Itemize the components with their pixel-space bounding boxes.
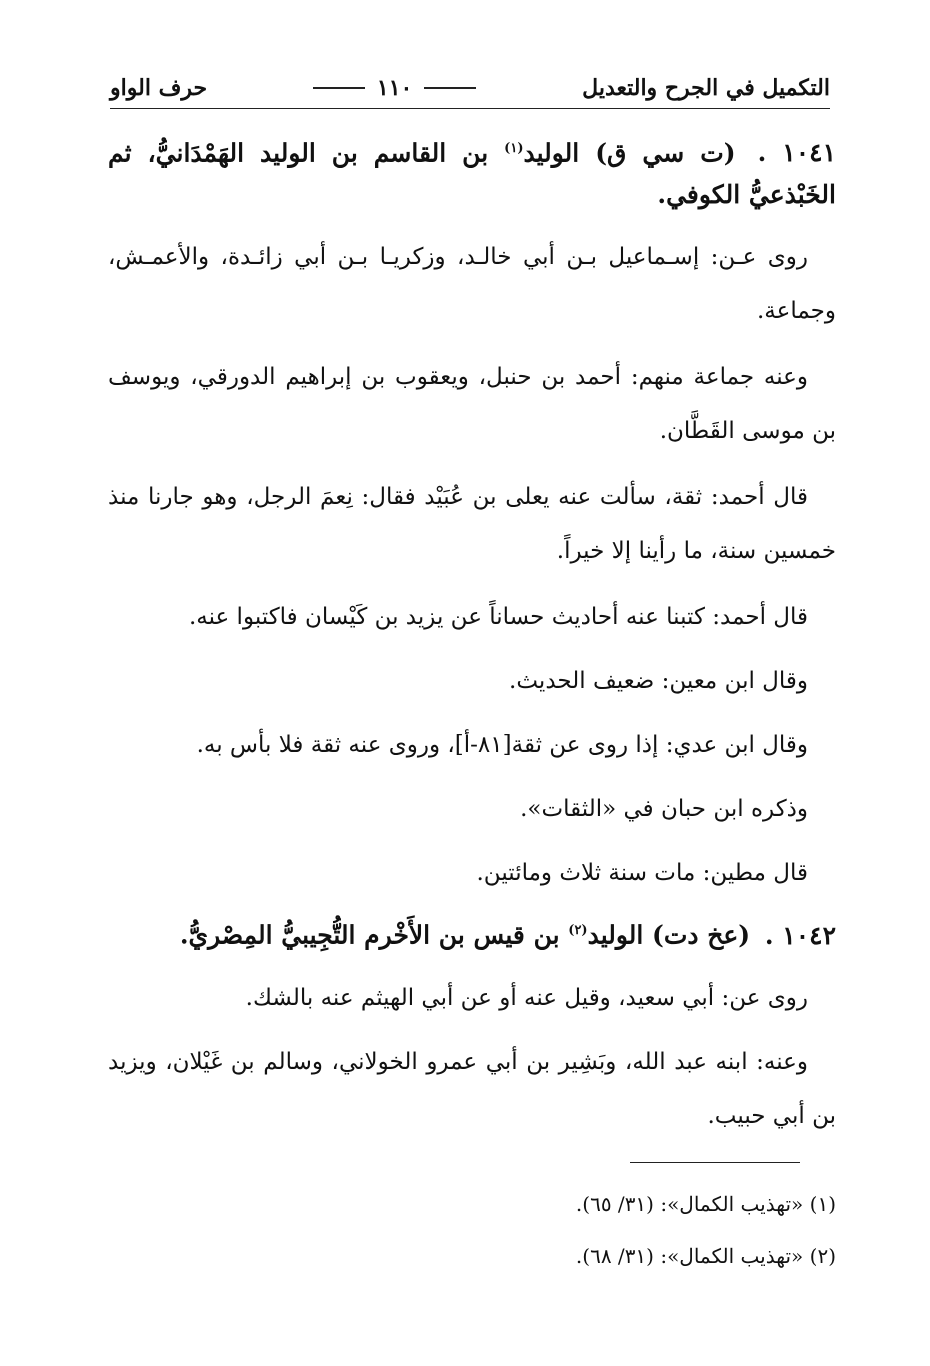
entry-heading: [108, 910, 836, 956]
footnote-item: (٢) «تهذيب الكمال»: (٣١/ ٦٨).: [575, 1244, 836, 1268]
entry-1041: [108, 128, 836, 900]
page-number: ١١٠: [376, 75, 413, 101]
footnote-divider: [630, 1162, 800, 1163]
footnotes: [108, 1178, 836, 1282]
entry-1042: [108, 910, 836, 1142]
footnote-item: (١) «تهذيب الكمال»: (٣١/ ٦٥).: [575, 1192, 836, 1216]
footnote-ref: (٢): [568, 923, 588, 939]
entry-name-b: بن القاسم بن الوليد الهَمْدَانيُّ، ثم الخَبْذعيُّ الكوفي.: [108, 138, 836, 210]
entry-heading: [108, 128, 836, 216]
header-dash: [313, 87, 365, 89]
footnote-ref: (١): [504, 141, 524, 156]
paragraph: قال أحمد: ثقة، سألت عنه يعلى بن عُبَيْد فقال: نِعمَ الرجل، وهو جارنا منذ خمسين سنة، ما رأينا إلا خيراً.: [108, 484, 836, 565]
page-number-group: [313, 75, 476, 101]
entry-number: ١٠٤١ .: [757, 138, 836, 168]
running-header: [110, 68, 830, 109]
paragraph: وقال ابن عدي: إذا روى عن ثقة[٨١-أ]، وروى عنه ثقة فلا بأس به.: [196, 732, 808, 759]
paragraph: وقال ابن معين: ضعيف الحديث.: [509, 668, 808, 695]
paragraph: روى عـن: إسـماعيل بـن أبي خالـد، وزكريـا بـن أبي زائـدة، والأعمـش، وجماعة.: [108, 244, 836, 325]
entry-name-a: (ت سي ق) الوليد: [523, 138, 736, 168]
chapter-title: حرف الواو: [110, 75, 208, 101]
entry-name-b: بن قيس بن الأَخْرم التُّجِيبيُّ المِصْريُّ.: [179, 920, 560, 950]
paragraph: قال مطين: مات سنة ثلاث ومائتين.: [476, 860, 808, 887]
paragraph: وعنه: ابنه عبد الله، وبَشِير بن أبي عمرو الخولاني، وسالم بن غَيْلان، ويزيد بن أبي حبيب.: [108, 1048, 836, 1129]
book-title: التكميل في الجرح والتعديل: [582, 75, 830, 101]
paragraph: روى عن: أبي سعيد، وقيل عنه أو عن أبي الهيثم عنه بالشك.: [245, 984, 808, 1011]
paragraph: قال أحمد: كتبنا عنه أحاديث حساناً عن يزيد بن كَيْسان فاكتبوا عنه.: [188, 604, 808, 631]
paragraph: وعنه جماعة منهم: أحمد بن حنبل، ويعقوب بن إبراهيم الدورقي، ويوسف بن موسى القَطَّان.: [108, 364, 836, 445]
page-body: [108, 128, 836, 1155]
entry-name-a: (عخ دت) الوليد: [587, 920, 751, 950]
entry-number: ١٠٤٢ .: [764, 920, 836, 950]
paragraph: وذكره ابن حبان في «الثقات».: [520, 796, 808, 823]
header-dash: [424, 87, 476, 89]
